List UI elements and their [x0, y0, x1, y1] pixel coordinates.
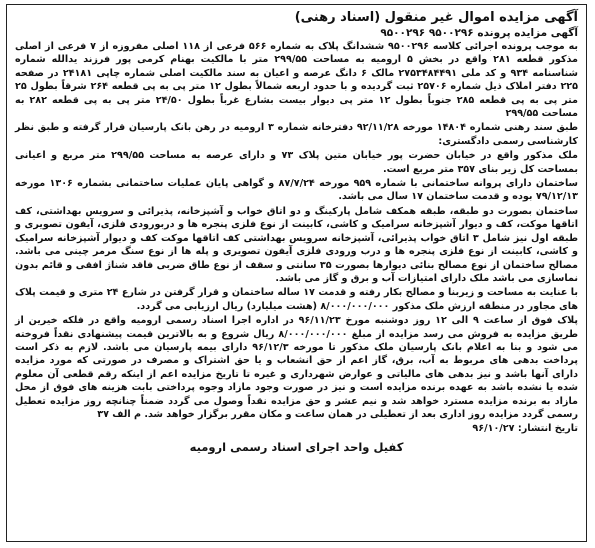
case-number-line: آگهی مزایده پرونده ۹۵۰۰۲۹۶ ۹۵۰۰۲۹۶ [380, 27, 578, 39]
paragraph-building-description: ساختمان بصورت دو طبقه، طبقه همکف شامل پارکینگ و دو اتاق خواب و آشپزخانه، پذیرائی و سرویس بهداشتی، کف اتاقها موکت، کف و دیوار آشپزخانه سرامیک و کاشی، کابینت از نوع فلزی پنجره ها و دربورودی فلزی، آیفون تصویری و طبقه اول نیز شامل ۳ اتاق خواب پذیرائی، آشپزخانه سرویس بهداشتی کف اتاقها موکت کف و دیوار آشپزخانه سرامیک و کاشی، کابینت از نوع فلزی پنجره ها و درب ورودی فلزی آیفون تصویری و پله ها از نوع سنگ مرمر چینی می باشد. مصالح ساختمان از نوع مصالح بنائی دیوارها بصورت ۳۵ سانتی و سقف از نوع طاق ضربی فاقد شناژ افقی و قائم بدون نماسازی می باشد ملک دارای امتیازات آب و برق و گاز می باشد. [15, 205, 578, 284]
signature: کفیل واحد اجرای اسناد رسمی ارومیه [189, 439, 404, 454]
notice-title: آگهی مزایده اموال غیر منقول (اسناد رهنی) [294, 10, 578, 25]
paragraph-valuation: با عنایت به مساحت و زیربنا و مصالح بکار رفته و قدمت ۱۷ ساله ساختمان و قرار گرفتن در شارع ۲۴ متری و قیمت پلاک های مجاور در منطقه ارزش ملک مذکور ۸/۰۰۰/۰۰۰/۰۰۰ (هشت میلیارد) ریال ارزیابی می گردد. [15, 287, 578, 312]
paragraph-property: به موجب پرونده اجرائی کلاسه ۹۵۰۰۲۹۶ ششدانگ پلاک به شماره ۵۶۶ فرعی از ۱۱۸ اصلی مفروزه از ۷ فرعی از اصلی مذکور قطعه ۲۸۱ واقع در بخش ۵ ارومیه به مساحت ۲۹۹/۵۵ متر با مالکیت بهنام کرمی پور فرزند یدالله شماره شناسنامه ۹۳۴ و کد ملی ۲۷۵۳۴۸۴۴۹۱ مالک ۶ دانگ عرصه و اعیان به سند مالکیت اصلی شماره چاپی ۲۴۱۸۱ در صفحه ۲۲۵ دفتر املاک ذیل شماره ۲۵۷۰۶ ثبت گردیده و با حدود اربعه شمالاً بطول ۱۲ متر پی به پی قطعه ۲۶۴ شرقاً بطول ۲۵ متر پی به پی قطعه ۲۸۵ جنوباً بطول ۱۲ متر پی دیوار بیست بشارع غرباً بطول ۲۴/۵۰ متر پی به پی قطعه ۲۸۲ به مساحت ۲۹۹/۵۵ [15, 41, 579, 120]
auction-notice [6, 4, 587, 542]
paragraph-permit: ساختمان دارای پروانه ساختمانی با شماره ۹۵۹ مورخه ۸۷/۷/۲۴ و گواهی پایان عملیات ساختمانی بشماره ۱۳۰۶ مورخه ۷۹/۱۲/۱۳ بوده و قدمت ساختمان ۱۷ سال می باشد. [15, 178, 578, 203]
paragraph-mortgage: طبق سند رهنی شماره ۱۴۸۰۴ مورخه ۹۲/۱۱/۲۸ دفترخانه شماره ۳ ارومیه در رهن بانک پارسیان قرار گرفته و طبق نظر کارشناسی رسمی دادگستری: [15, 122, 579, 147]
paragraph-auction-terms: پلاک فوق از ساعت ۹ الی ۱۲ روز دوشنبه مورخ ۹۶/۱۱/۲۳ در اداره اجرا اسناد رسمی ارومیه واقع در فلکه خیرین از طریق مزایده به فروش می رسد مزایده از مبلغ ۸/۰۰۰/۰۰۰/۰۰۰ ریال شروع و به بالاترین قیمت پیشنهادی نقداً فروخته می شود و بنا به اعلام بانک پارسیان ملک مذکور تا مورخه ۹۶/۱۲/۳ دارای بیمه پارسیان می باشد. لازم به ذکر است پرداخت بدهی های مربوط به آب، برق، گاز اعم از حق انشعاب و یا حق اشتراک و مصرف در صورتی که مورد مزایده دارای آنها باشد و نیز بدهی های مالیاتی و عوارض شهرداری و غیره تا تاریخ مزایده اعم از اینکه رقم قطعی آن معلوم شده یا نشده باشد به عهده برنده مزایده است و نیز در صورت وجود مازاد وجوه پرداختی بابت هزینه های فوق از محل مازاد به برنده مزایده مسترد خواهد شد و نیم عشر و حق مزایده نقداً وصول می گردد ضمناً چنانچه روز مزایده تعطیل رسمی گردد مزایده روز اداری بعد از تعطیلی در همان ساعت و مکان مقرر برگزار خواهد شد. م الف ۳۷ [15, 315, 578, 420]
publish-date: تاریخ انتشار: ۹۶/۱۰/۲۷ [472, 423, 578, 435]
paragraph-location: ملک مذکور واقع در خیابان حضرت پور خیابان متین پلاک ۷۳ و دارای عرصه به مساحت ۲۹۹/۵۵ متر مربع و اعیانی بمساحت کل زیر بنای ۳۵۷ متر مربع است. [15, 150, 578, 175]
